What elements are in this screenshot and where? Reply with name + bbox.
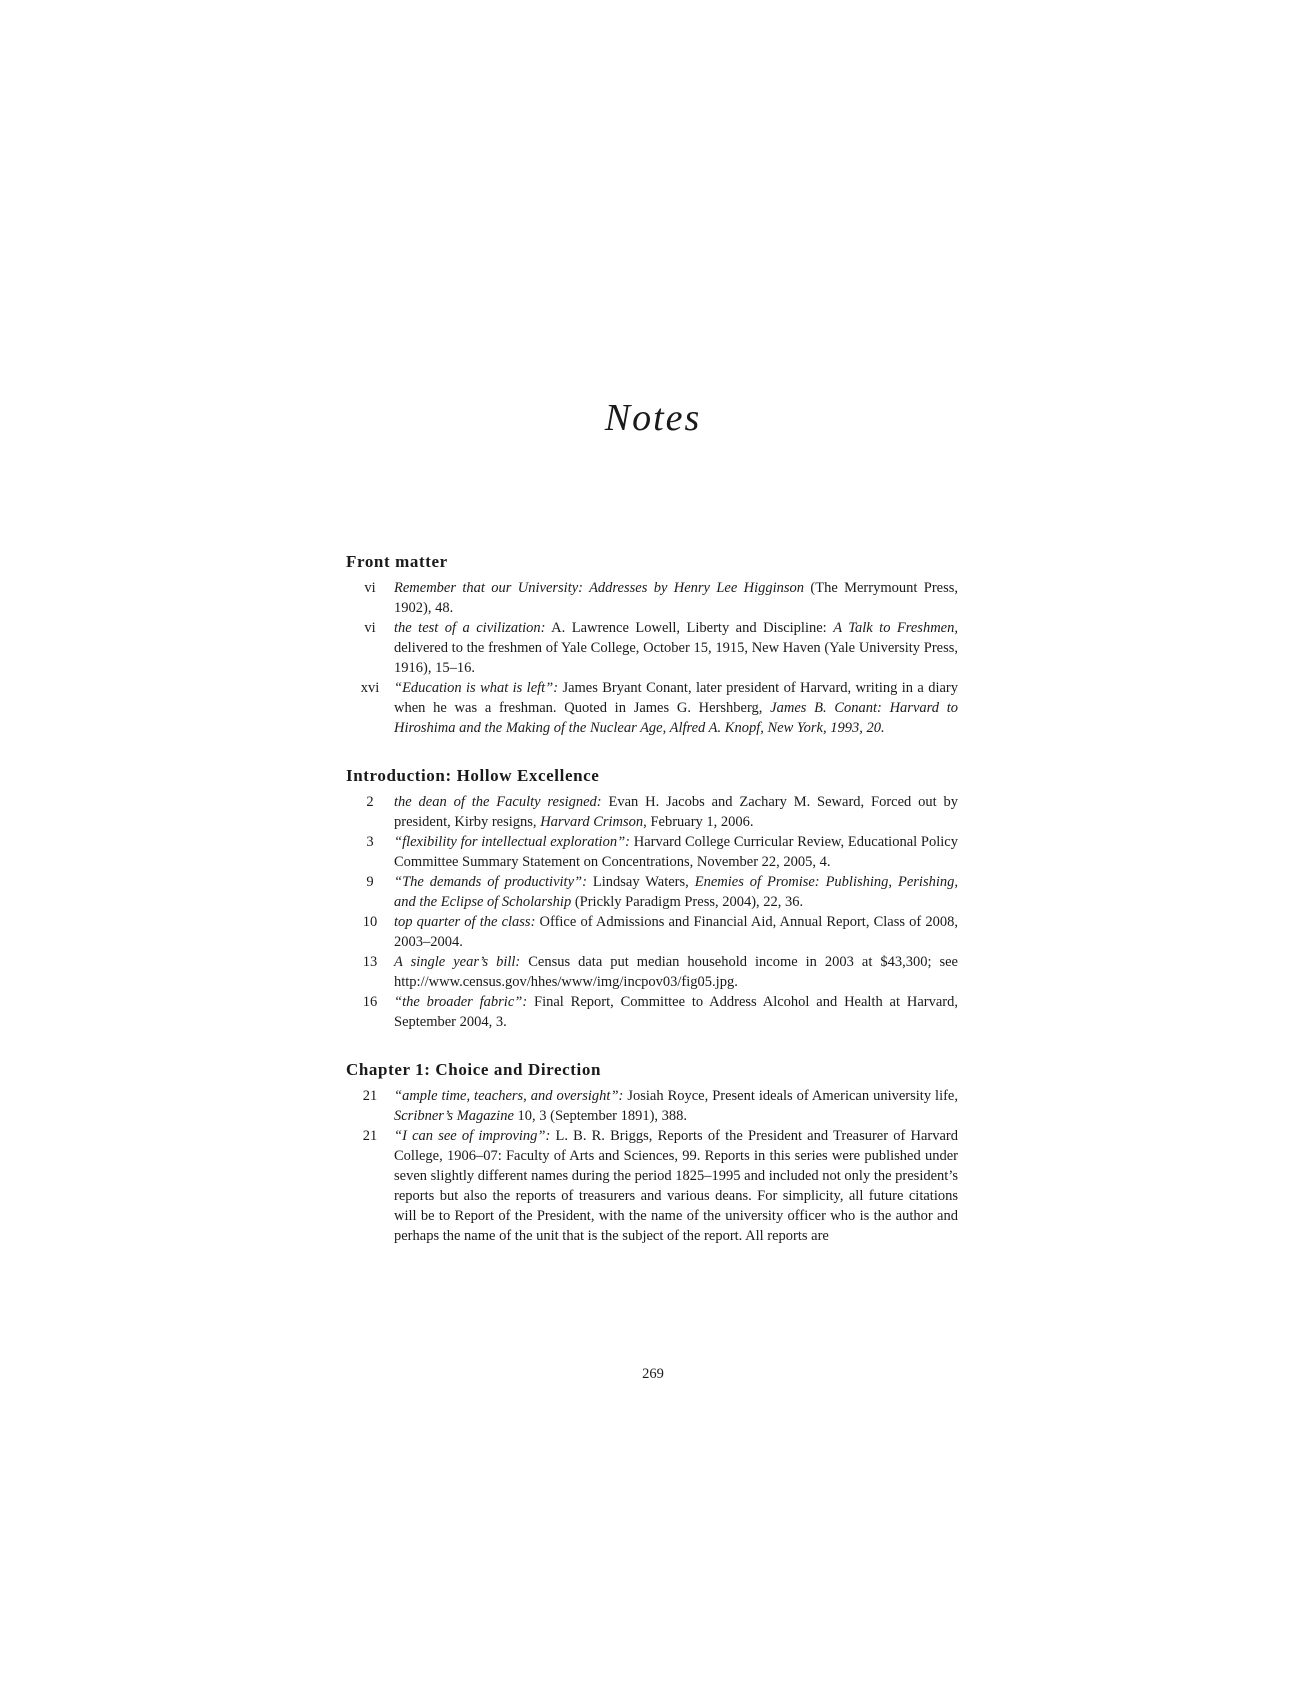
note-citation-text: delivered to the freshmen of Yale College, October 15, 1915, New Haven (Yale University Press, 1916), 15–16. [394, 640, 958, 676]
note-entry [346, 578, 958, 618]
note-citation-text: Census data put median household income in 2003 at $43,300; see http://www.census.gov/hhes/www/img/incpov03/fig05.jpg. [394, 954, 958, 990]
notes-section [346, 766, 958, 1032]
note-citation-italic: James B. Conant: Harvard to Hiroshima and the Making of the Nuclear Age, Alfred A. Knopf, New York, 1993, 20. [394, 700, 958, 736]
note-citation-text: (Prickly Paradigm Press, 2004), 22, 36. [571, 894, 804, 910]
note-page-reference: 16 [362, 994, 378, 1010]
note-page-reference: 9 [366, 874, 374, 890]
note-entry [346, 618, 958, 678]
note-page-reference: 13 [362, 954, 378, 970]
note-entry [346, 872, 958, 912]
note-entry [346, 832, 958, 872]
note-citation-italic: “I can see of improving”: [394, 1128, 551, 1144]
note-citation-text: James Bryant Conant, later president of Harvard, writing in a diary when he was a freshman. Quoted in James G. Hershberg, [394, 680, 958, 716]
note-text [394, 792, 958, 832]
note-text [394, 992, 958, 1032]
note-text [394, 952, 958, 992]
note-citation-italic: “The demands of productivity”: [394, 874, 587, 890]
note-citation-italic: “Education is what is left”: [394, 680, 559, 696]
note-text [394, 872, 958, 912]
note-citation-text: Josiah Royce, Present ideals of American university life, [623, 1088, 958, 1104]
section-heading: Introduction: Hollow Excellence [346, 766, 600, 785]
note-citation-italic: “the broader fabric”: [394, 994, 528, 1010]
note-entry [346, 678, 958, 738]
note-citation-italic: Remember that our University: Addresses by Henry Lee Higginson [394, 580, 805, 596]
note-page-reference: 21 [362, 1088, 378, 1104]
note-entry [346, 912, 958, 952]
note-citation-text: A. Lawrence Lowell, Liberty and Discipline: [545, 620, 834, 636]
notes-section [346, 552, 958, 738]
note-citation-italic: “ample time, teachers, and oversight”: [394, 1088, 624, 1104]
note-page-reference: vi [364, 580, 376, 596]
section-heading: Front matter [346, 552, 448, 571]
note-entry [346, 952, 958, 992]
note-page-reference: 21 [362, 1128, 378, 1144]
note-entry [346, 1126, 958, 1246]
note-citation-text: February 1, 2006. [646, 814, 754, 830]
note-entry [346, 992, 958, 1032]
note-entry [346, 1086, 958, 1126]
note-citation-text: (The Merrymount Press, 1902), 48. [394, 580, 958, 616]
note-text [394, 1126, 958, 1246]
note-citation-text: Lindsay Waters, [586, 874, 695, 890]
note-citation-italic: Enemies of Promise: Publishing, Perishing, and the Eclipse of Scholarship [394, 874, 958, 910]
note-citation-italic: Scribner’s Magazine [394, 1108, 514, 1124]
page-number: 269 [642, 1366, 664, 1382]
note-citation-text: L. B. R. Briggs, Reports of the President and Treasurer of Harvard College, 1906–07: Faculty of Arts and Sciences, 99. Reports in this series were published under seven slightly different names during the period 1825–1995 and included not only the president’s reports but also the reports of treasurers and various deans. For simplicity, all future citations will be to Report of the President, with the name of the university officer who is the author and perhaps the name of the unit that is the subject of the report. All reports are [394, 1128, 958, 1244]
page-title: Notes [604, 397, 702, 439]
note-citation-text: 10, 3 (September 1891), 388. [513, 1108, 688, 1124]
notes-section [346, 1060, 958, 1246]
notes-content [346, 552, 958, 1274]
note-page-reference: 2 [366, 794, 374, 810]
note-citation-text: Evan H. Jacobs and Zachary M. Seward, Forced out by president, Kirby resigns, [394, 794, 958, 830]
note-citation-italic: Harvard Crimson, [540, 814, 647, 830]
note-text [394, 678, 958, 738]
note-page-reference: 10 [362, 914, 378, 930]
note-citation-italic: A single year’s bill: [394, 954, 521, 970]
note-page-reference: xvi [360, 680, 380, 696]
note-citation-italic: A Talk to Freshmen, [833, 620, 958, 636]
note-text [394, 1086, 958, 1126]
note-entry [346, 792, 958, 832]
note-citation-italic: top quarter of the class: [394, 914, 536, 930]
note-citation-text: Office of Admissions and Financial Aid, Annual Report, Class of 2008, 2003–2004. [394, 914, 958, 950]
note-citation-italic: the test of a civilization: [394, 620, 546, 636]
note-page-reference: vi [364, 620, 376, 636]
note-text [394, 618, 958, 678]
note-citation-italic: the dean of the Faculty resigned: [394, 794, 602, 810]
note-text [394, 912, 958, 952]
note-text [394, 578, 958, 618]
note-page-reference: 3 [366, 834, 374, 850]
section-heading: Chapter 1: Choice and Direction [346, 1060, 602, 1079]
note-citation-text: Final Report, Committee to Address Alcohol and Health at Harvard, September 2004, 3. [394, 994, 958, 1030]
note-citation-text: Harvard College Curricular Review, Educational Policy Committee Summary Statement on Concentrations, November 22, 2005, 4. [394, 834, 958, 870]
note-text [394, 832, 958, 872]
note-citation-italic: “flexibility for intellectual exploration”: [394, 834, 630, 850]
